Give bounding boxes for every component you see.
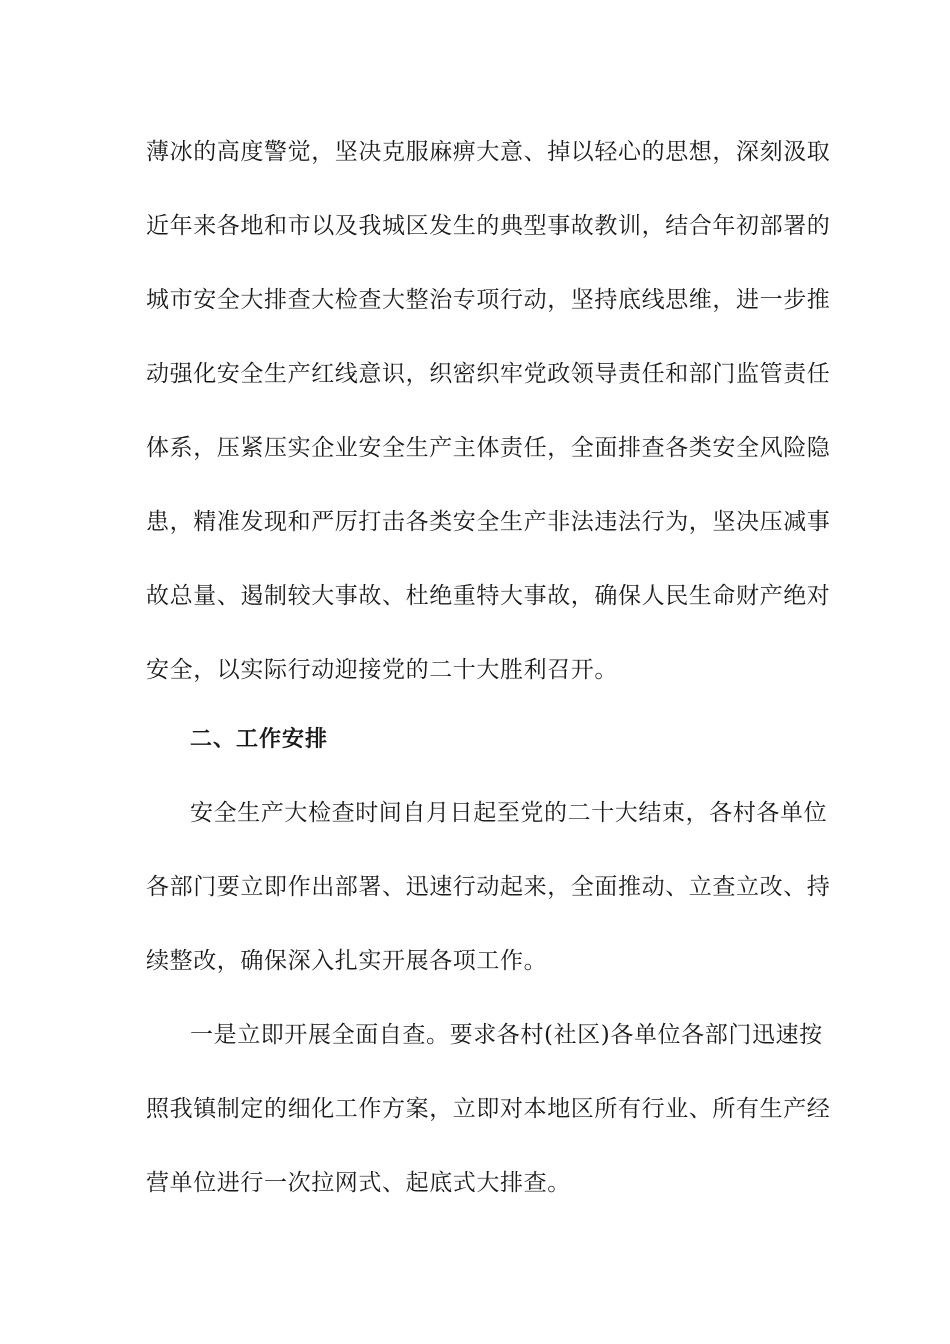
paragraph-2-line-1: 安全生产大检查时间自月日起至党的二十大结束，各村各单位 — [190, 800, 828, 826]
paragraph-2-line-2: 各部门要立即作出部署、迅速行动起来，全面推动、立查立改、持 — [146, 874, 831, 900]
paragraph-1-line-2: 近年来各地和市以及我城区发生的典型事故教训，结合年初部署的 — [146, 213, 831, 239]
paragraph-1-line-8: 安全，以实际行动迎接党的二十大胜利召开。 — [146, 657, 618, 683]
paragraph-2-line-3: 续整改，确保深入扎实开展各项工作。 — [146, 948, 548, 974]
paragraph-3-line-1: 一是立即开展全面自查。要求各村(社区)各单位各部门迅速按 — [190, 1022, 823, 1048]
paragraph-1-line-1: 薄冰的高度警觉，坚决克服麻痹大意、掉以轻心的思想，深刻汲取 — [146, 139, 831, 165]
paragraph-1-line-3: 城市安全大排查大检查大整治专项行动，坚持底线思维，进一步推 — [146, 287, 831, 313]
paragraph-3-line-3: 营单位进行一次拉网式、起底式大排查。 — [146, 1170, 571, 1196]
paragraph-1-line-7: 故总量、遏制较大事故、杜绝重特大事故，确保人民生命财产绝对 — [146, 583, 831, 609]
section-heading: 二、工作安排 — [190, 727, 329, 752]
paragraph-3-line-2: 照我镇制定的细化工作方案，立即对本地区所有行业、所有生产经 — [146, 1096, 831, 1122]
paragraph-1-line-4: 动强化安全生产红线意识，织密织牢党政领导责任和部门监管责任 — [146, 361, 831, 387]
paragraph-1-line-5: 体系，压紧压实企业安全生产主体责任，全面排查各类安全风险隐 — [146, 435, 831, 461]
paragraph-1-line-6: 患，精准发现和严厉打击各类安全生产非法违法行为，坚决压减事 — [146, 509, 831, 535]
